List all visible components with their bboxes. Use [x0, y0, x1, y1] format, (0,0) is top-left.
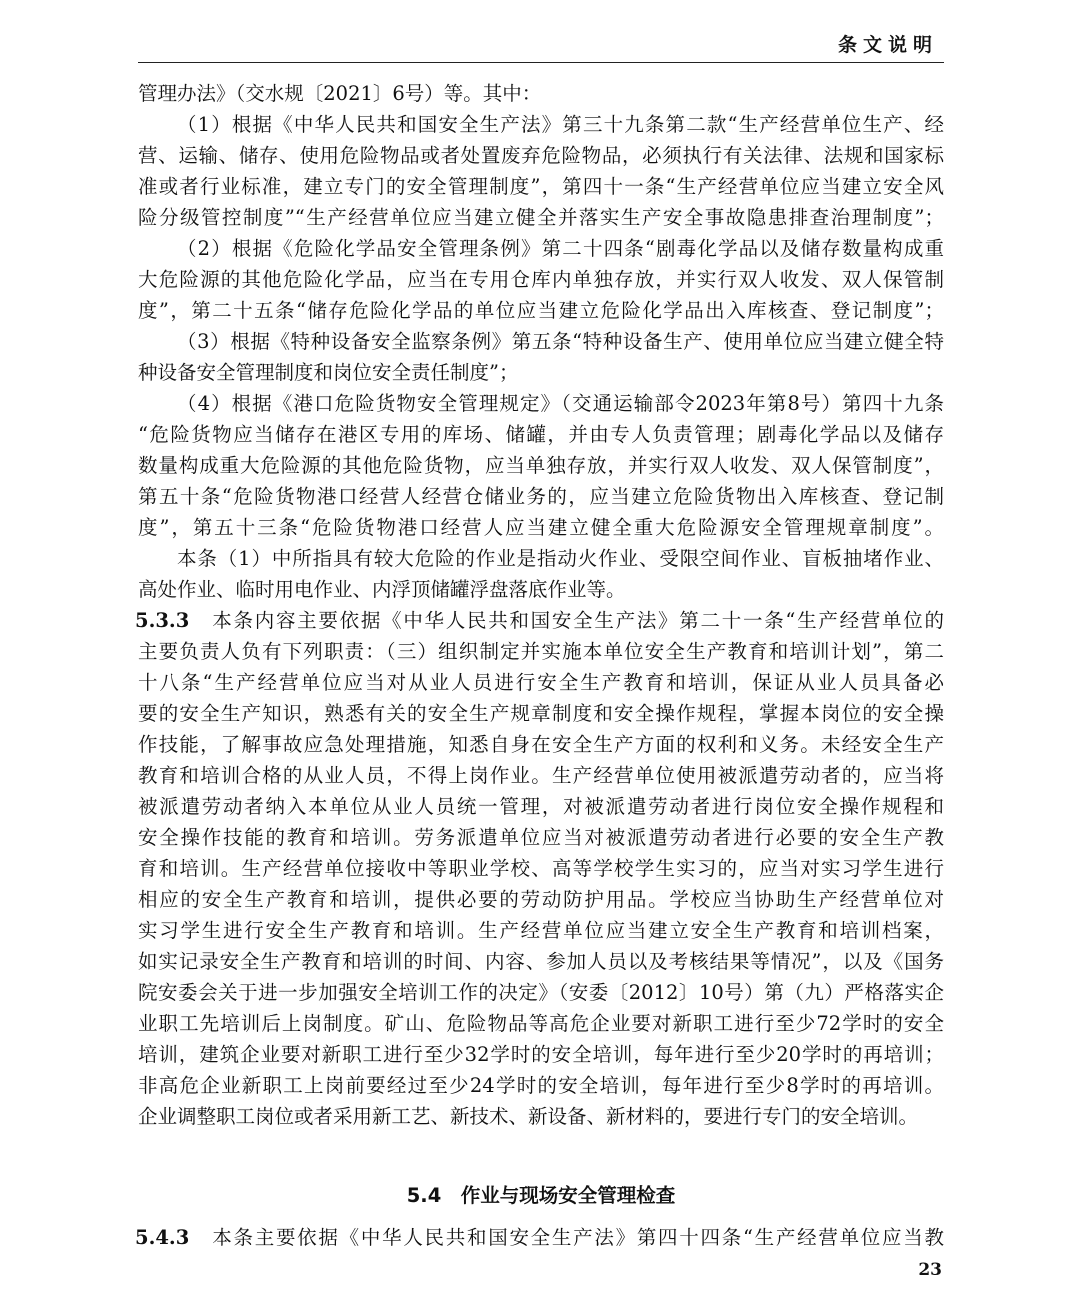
text-line: 非高危企业新职工上岗前要经过至少24学时的安全培训，每年进行至少8学时的再培训。 — [138, 1074, 944, 1097]
header-title: 条文说明 — [837, 34, 938, 56]
text-line: （1）根据《中华人民共和国安全生产法》第三十九条第二款“生产经营单位生产、经 — [177, 113, 944, 136]
text-line: （2）根据《危险化学品安全管理条例》第二十四条“剧毒化学品以及储存数量构成重 — [177, 237, 944, 260]
text-line: 企业调整职工岗位或者采用新工艺、新技术、新设备、新材料的，要进行专门的安全培训。 — [138, 1105, 919, 1128]
page-number: 23 — [918, 1260, 942, 1280]
clause-text: 本条内容主要依据《中华人民共和国安全生产法》第二十一条“生产经营单位的 — [212, 609, 944, 632]
text-line: 院安委会关于进一步加强安全培训工作的决定》（安委〔2012〕10号）第（九）严格落实企 — [138, 981, 944, 1004]
text-line: 准或者行业标准，建立专门的安全管理制度”，第四十一条“生产经营单位应当建立安全风 — [138, 175, 944, 198]
text-line: （3）根据《特种设备安全监察条例》第五条“特种设备生产、使用单位应当建立健全特 — [177, 330, 944, 353]
clause-number: 5.4.3 — [135, 1226, 190, 1249]
clause-text: 本条主要依据《中华人民共和国安全生产法》第四十四条“生产经营单位应当教 — [212, 1226, 944, 1249]
text-line: 实习学生进行安全生产教育和培训。生产经营单位应当建立安全生产教育和培训档案， — [138, 919, 944, 942]
text-line: （4）根据《港口危险货物安全管理规定》（交通运输部令2023年第8号）第四十九条 — [177, 392, 944, 415]
text-line: 高处作业、临时用电作业、内浮顶储罐浮盘落底作业等。 — [138, 578, 626, 601]
body-text — [135, 78, 944, 1132]
text-line: 培训，建筑企业要对新职工进行至少32学时的安全培训，每年进行至少20学时的再培训； — [138, 1043, 944, 1066]
text-line: 管理办法》（交水规〔2021〕6号）等。其中： — [138, 82, 542, 105]
text-line: 度”，第五十三条“危险货物港口经营人应当建立健全重大危险源安全管理规章制度”。 — [138, 516, 944, 539]
text-line: 十八条“生产经营单位应当对从业人员进行安全生产教育和培训，保证从业人员具备必 — [138, 671, 944, 694]
text-line: 作技能，了解事故应急处理措施，知悉自身在安全生产方面的权利和义务。未经安全生产 — [138, 733, 944, 756]
text-line: 被派遣劳动者纳入本单位从业人员统一管理，对被派遣劳动者进行岗位安全操作规程和 — [138, 795, 944, 818]
running-header — [138, 22, 944, 63]
text-line: 度”，第二十五条“储存危险化学品的单位应当建立危险化学品出入库核查、登记制度”； — [138, 299, 944, 322]
text-line: 相应的安全生产教育和培训，提供必要的劳动防护用品。学校应当协助生产经营单位对 — [138, 888, 944, 911]
text-line: 安全操作技能的教育和培训。劳务派遣单位应当对被派遣劳动者进行必要的安全生产教 — [138, 826, 944, 849]
text-line: 数量构成重大危险源的其他危险货物，应当单独存放，并实行双人收发、双人保管制度”， — [138, 454, 944, 477]
clause-5-3-3-line — [135, 605, 944, 636]
clause-5-4-3-line — [135, 1222, 944, 1253]
text-line: “危险货物应当储存在港区专用的库场、储罐，并由专人负责管理；剧毒化学品以及储存 — [138, 423, 944, 446]
clause-number: 5.3.3 — [135, 609, 190, 632]
text-line: 主要负责人负有下列职责：（三）组织制定并实施本单位安全生产教育和培训计划”，第二 — [138, 640, 944, 663]
text-line: 如实记录安全生产教育和培训的时间、内容、参加人员以及考核结果等情况”，以及《国务 — [138, 950, 944, 973]
text-line: 种设备安全管理制度和岗位安全责任制度”； — [138, 361, 519, 384]
text-line: 险分级管控制度”“生产经营单位应当建立健全并落实生产安全事故隐患排查治理制度”； — [138, 206, 944, 229]
text-line: 育和培训。生产经营单位接收中等职业学校、高等学校学生实习的，应当对实习学生进行 — [138, 857, 944, 880]
text-line: 业职工先培训后上岗制度。矿山、危险物品等高危企业要对新职工进行至少72学时的安全 — [138, 1012, 944, 1035]
text-line: 本条（1）中所指具有较大危险的作业是指动火作业、受限空间作业、盲板抽堵作业、 — [177, 547, 944, 570]
text-line: 要的安全生产知识，熟悉有关的安全生产规章制度和安全操作规程，掌握本岗位的安全操 — [138, 702, 944, 725]
text-line: 大危险源的其他危险化学品，应当在专用仓库内单独存放，并实行双人收发、双人保管制 — [138, 268, 944, 291]
text-line: 教育和培训合格的从业人员，不得上岗作业。生产经营单位使用被派遣劳动者的，应当将 — [138, 764, 944, 787]
text-line: 营、运输、储存、使用危险物品或者处置废弃危险物品，必须执行有关法律、法规和国家标 — [138, 144, 944, 167]
text-line: 第五十条“危险货物港口经营人经营仓储业务的，应当建立危险货物出入库核查、登记制 — [138, 485, 944, 508]
section-heading-5-4: 5.4 作业与现场安全管理检查 — [406, 1184, 676, 1207]
